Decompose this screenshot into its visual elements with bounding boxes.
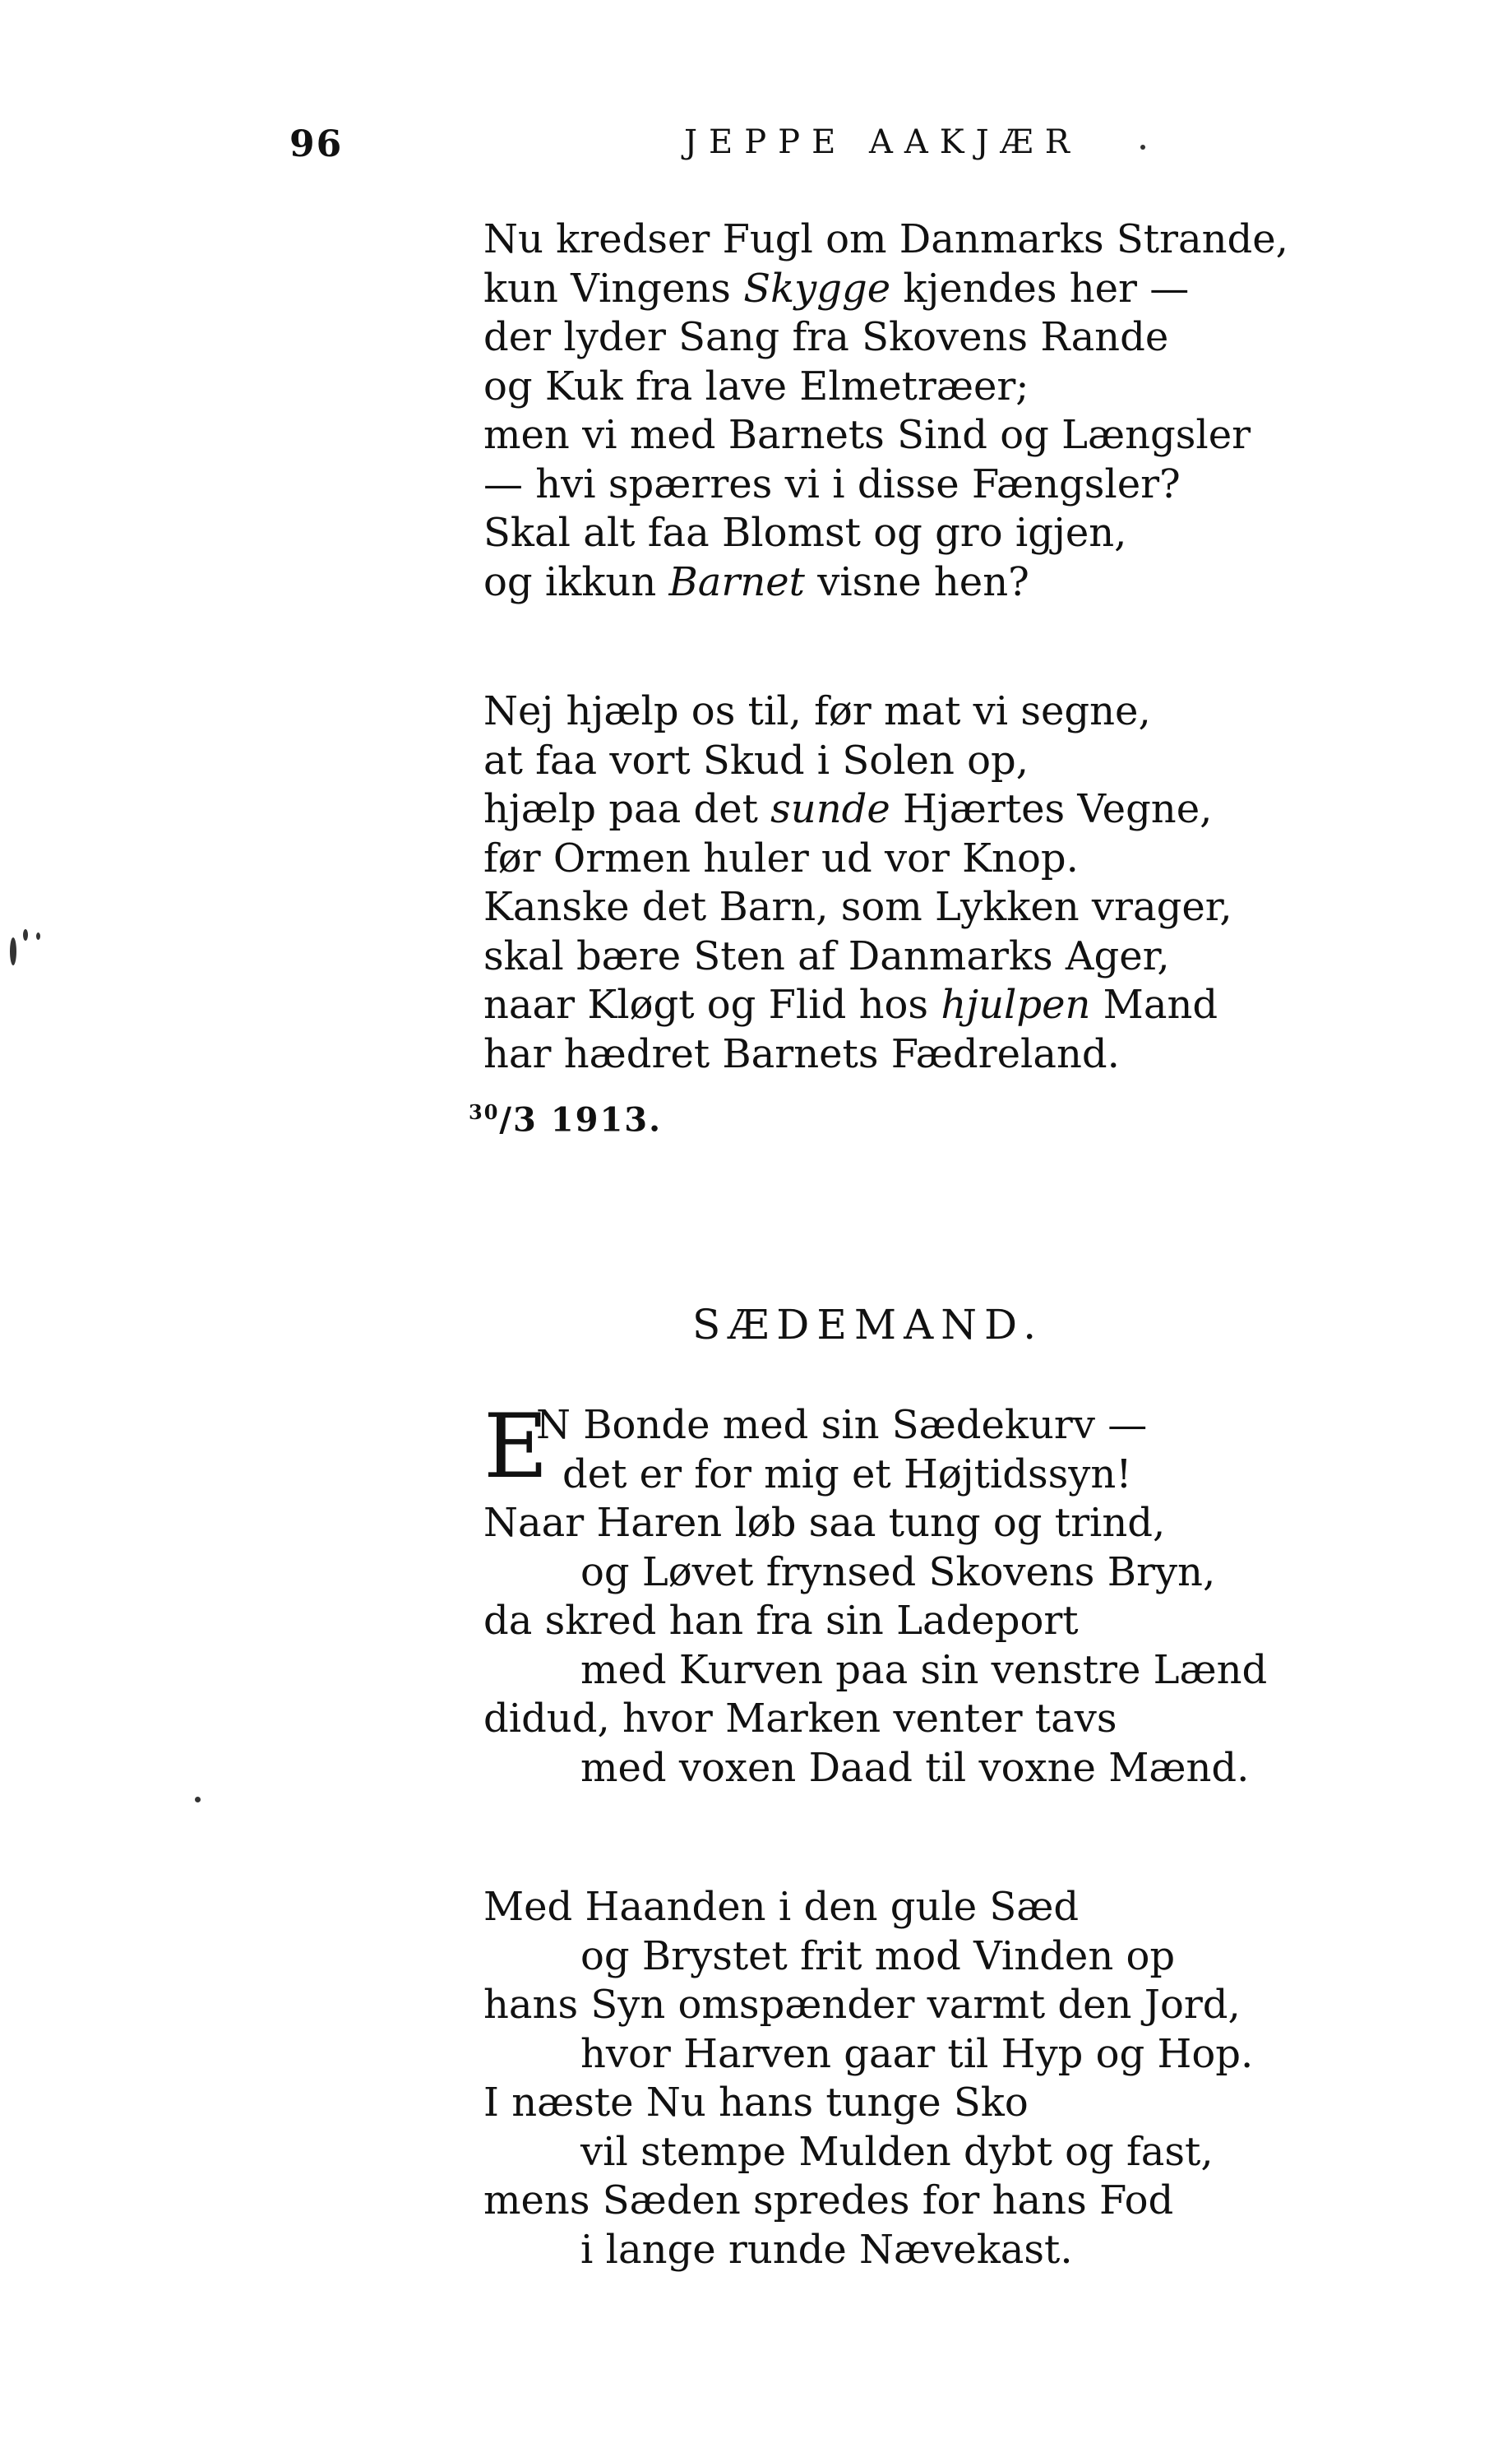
scan-speck: [10, 937, 16, 965]
verse-line: har hædret Barnets Fædreland.: [483, 1030, 1120, 1077]
verse-line: og Løvet frynsed Skovens Bryn,: [580, 1548, 1216, 1595]
verse-line: Skal alt faa Blomst og gro igjen,: [483, 510, 1127, 556]
verse-line: Kanske det Barn, som Lykken vrager,: [483, 884, 1232, 930]
verse-line: skal bære Sten af Danmarks Ager,: [483, 932, 1170, 979]
italic-word: hjulpen: [941, 982, 1091, 1028]
verse-line: N Bonde med sin Sædekurv —: [536, 1402, 1148, 1448]
verse-line: og Kuk fra lave Elmetræer;: [483, 363, 1029, 409]
page-number: 96: [289, 123, 344, 165]
italic-word: Skygge: [743, 265, 891, 312]
scan-speck: [195, 1797, 201, 1802]
verse-line: mens Sæden spredes for hans Fod: [483, 2177, 1174, 2223]
verse-line: naar Kløgt og Flid hos hjulpen Mand: [483, 982, 1218, 1028]
verse-line: Nej hjælp os til, før mat vi segne,: [483, 688, 1151, 734]
verse-line: hans Syn omspænder varmt den Jord,: [483, 1982, 1241, 2028]
verse-line: men vi med Barnets Sind og Længsler: [483, 412, 1251, 458]
verse-line: at faa vort Skud i Solen op,: [483, 737, 1029, 784]
verse-line: før Ormen huler ud vor Knop.: [483, 835, 1079, 881]
verse-line: vil stempe Mulden dybt og fast,: [580, 2128, 1214, 2175]
poem2-stanza1: [483, 1395, 1268, 1793]
italic-word: sunde: [770, 786, 890, 832]
scan-speck: [23, 929, 28, 941]
verse-line: med voxen Daad til voxne Mænd.: [580, 1744, 1250, 1791]
scan-speck: [36, 932, 40, 940]
poem-date: $^{30}$/3 1913.: [469, 1100, 663, 1140]
verse-line: Nu kredser Fugl om Danmarks Strande,: [483, 216, 1288, 262]
poem2-stanza2: [483, 1883, 1253, 2274]
verse-line: da skred han fra sin Ladeport: [483, 1598, 1079, 1644]
verse-line: kun Vingens Skygge kjendes her —: [483, 265, 1190, 312]
verse-line: i lange runde Nævekast.: [580, 2226, 1073, 2273]
poem1-stanza2: [483, 687, 1232, 1079]
verse-line: hjælp paa det sunde Hjærtes Vegne,: [483, 786, 1213, 832]
verse-line: Med Haanden i den gule Sæd: [483, 1884, 1080, 1930]
verse-line: — hvi spærres vi i disse Fængsler?: [483, 460, 1181, 507]
verse-line: didud, hvor Marken venter tavs: [483, 1696, 1117, 1742]
verse-line: hvor Harven gaar til Hyp og Hop.: [580, 2030, 1254, 2077]
verse-line: det er for mig et Højtidssyn!: [562, 1451, 1132, 1497]
scan-speck: [1140, 145, 1145, 150]
verse-line: med Kurven paa sin venstre Lænd: [580, 1646, 1268, 1693]
poem-title: SÆDEMAND.: [692, 1301, 1044, 1349]
running-title: JEPPE AAKJÆR: [684, 123, 1081, 161]
verse-line: og Brystet frit mod Vinden op: [580, 1932, 1176, 1979]
verse-line: og ikkun Barnet visne hen?: [483, 558, 1029, 605]
poem1-stanza1: [483, 215, 1288, 607]
verse-line: der lyder Sang fra Skovens Rande: [483, 314, 1169, 360]
verse-line: Naar Haren løb saa tung og trind,: [483, 1500, 1166, 1546]
italic-word: Barnet: [668, 558, 805, 605]
drop-cap: E: [483, 1395, 548, 1498]
verse-line: I næste Nu hans tunge Sko: [483, 2080, 1029, 2126]
